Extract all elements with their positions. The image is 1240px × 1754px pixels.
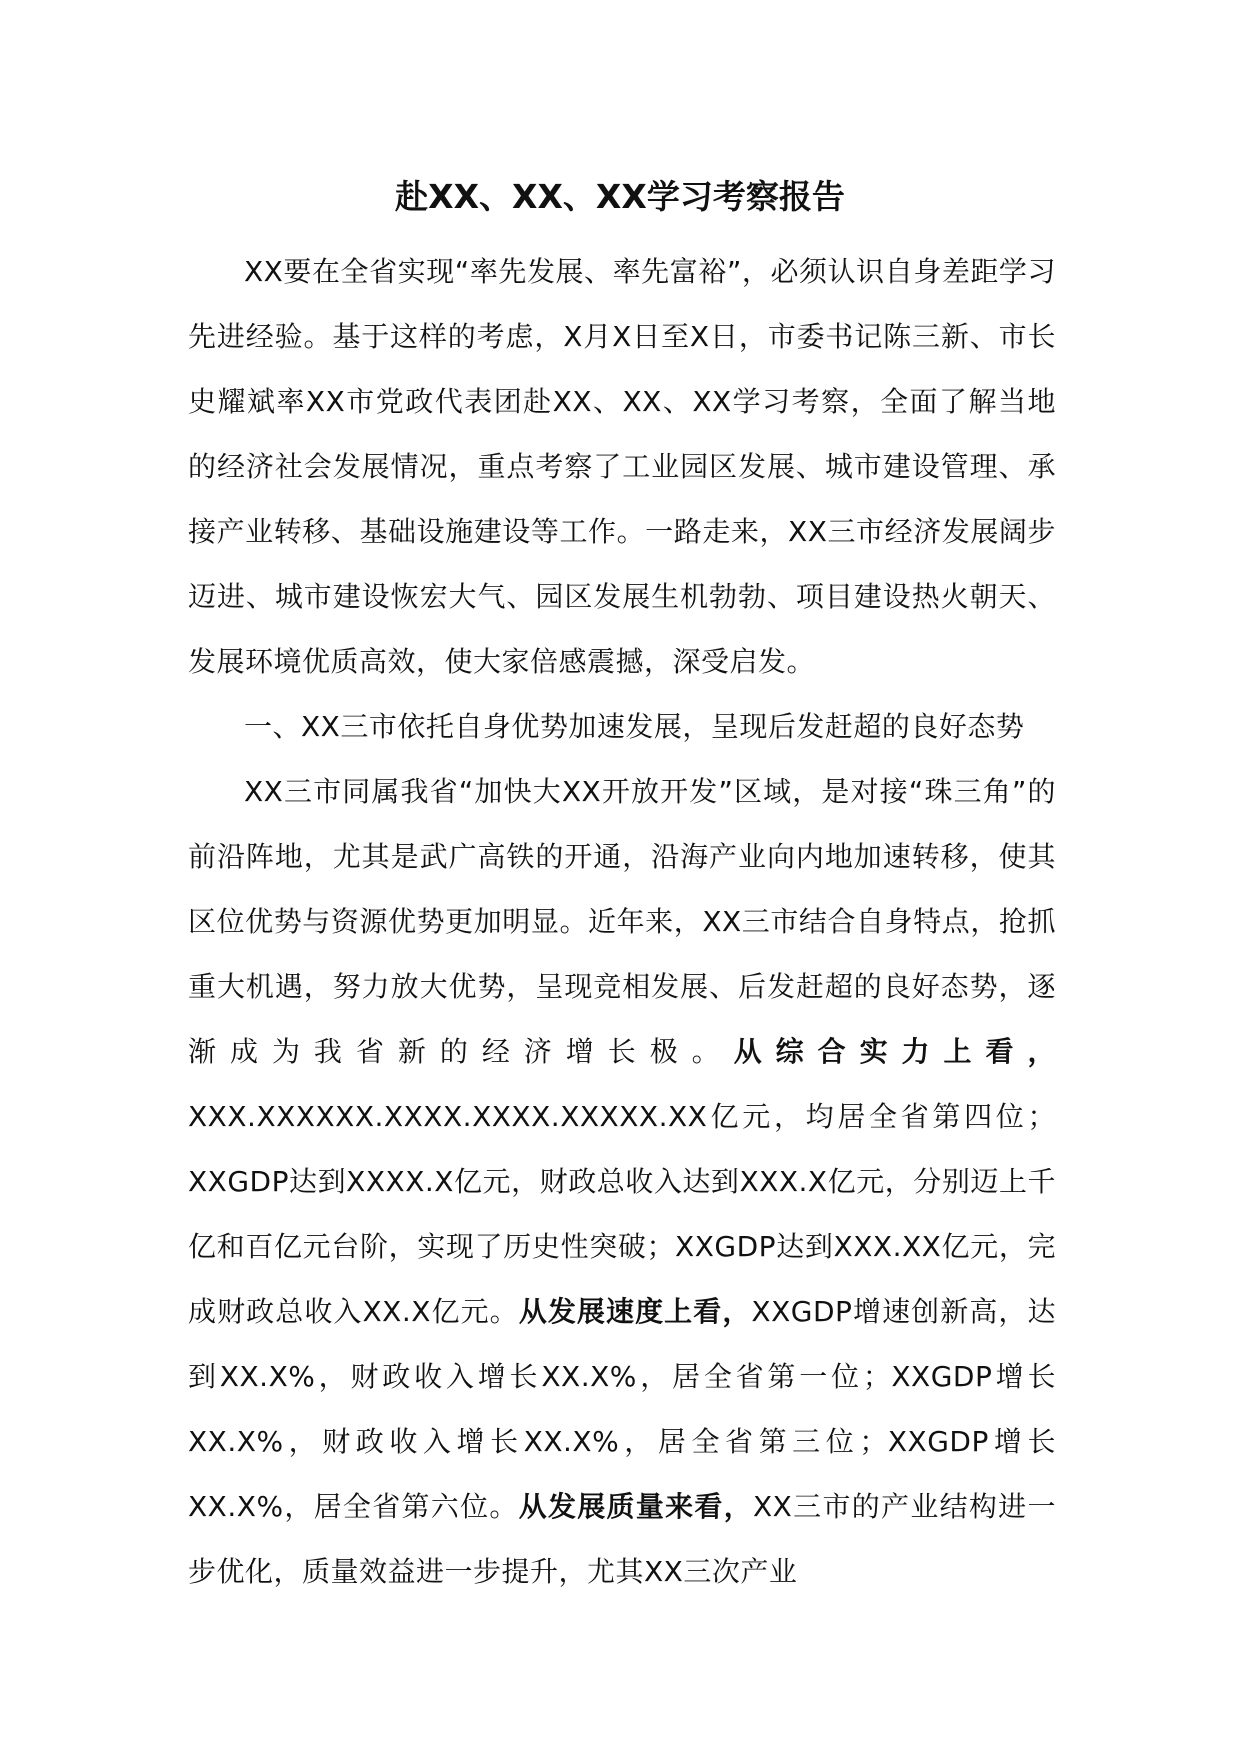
- section-heading-text: 一、XX三市依托自身优势加速发展，呈现后发赶超的良好态势: [244, 710, 1025, 743]
- paragraph-text: XX三市的产业结构进一步优化，质量效益进一步提升，尤其XX三次产业: [188, 1490, 1056, 1588]
- bold-lead-development-speed: 从发展速度上看，: [518, 1295, 752, 1328]
- paragraph-section-1: [188, 759, 1056, 1604]
- document-title: 赴XX、XX、XX学习考察报告: [395, 177, 845, 216]
- bold-lead-development-quality: 从发展质量来看，: [518, 1490, 753, 1523]
- paragraph-text: XXGDP增速创新高，达到XX.X%，财政收入增长XX.X%，居全省第一位；XXGDP增长XX.X%，财政收入增长XX.X%，居全省第三位；XXGDP增长XX.X%，居全省第六位。: [188, 1295, 1056, 1523]
- bold-lead-overall-strength: 从综合实力上看，: [733, 1035, 1056, 1068]
- paragraph-text: XX三市同属我省“加快大XX开放开发”区域，是对接“珠三角”的前沿阵地，尤其是武广高铁的开通，沿海产业向内地加速转移，使其区位优势与资源优势更加明显。近年来，XX三市结合自身特点，抢抓重大机遇，努力放大优势，呈现竞相发展、后发赶超的良好态势，逐渐成为我省新的经济增长极。: [188, 775, 1056, 1068]
- document-body: [188, 239, 1056, 1604]
- section-heading-1: [188, 694, 1056, 759]
- paragraph-intro: [188, 239, 1056, 694]
- paragraph-text: XXX.XXXXXX.XXXX.XXXX.XXXXX.XX亿元，均居全省第四位；XXGDP达到XXXX.X亿元，财政总收入达到XXX.X亿元，分别迈上千亿和百亿元台阶，实现了历史性突破；XXGDP达到XXX.XX亿元，完成财政总收入XX.X亿元。: [188, 1100, 1056, 1328]
- paragraph-text: XX要在全省实现“率先发展、率先富裕”，必须认识自身差距学习先进经验。基于这样的考虑，X月X日至X日，市委书记陈三新、市长史耀斌率XX市党政代表团赴XX、XX、XX学习考察，全面了解当地的经济社会发展情况，重点考察了工业园区发展、城市建设管理、承接产业转移、基础设施建设等工作。一路走来，XX三市经济发展阔步迈进、城市建设恢宏大气、园区发展生机勃勃、项目建设热火朝天、发展环境优质高效，使大家倍感震撼，深受启发。: [188, 255, 1056, 678]
